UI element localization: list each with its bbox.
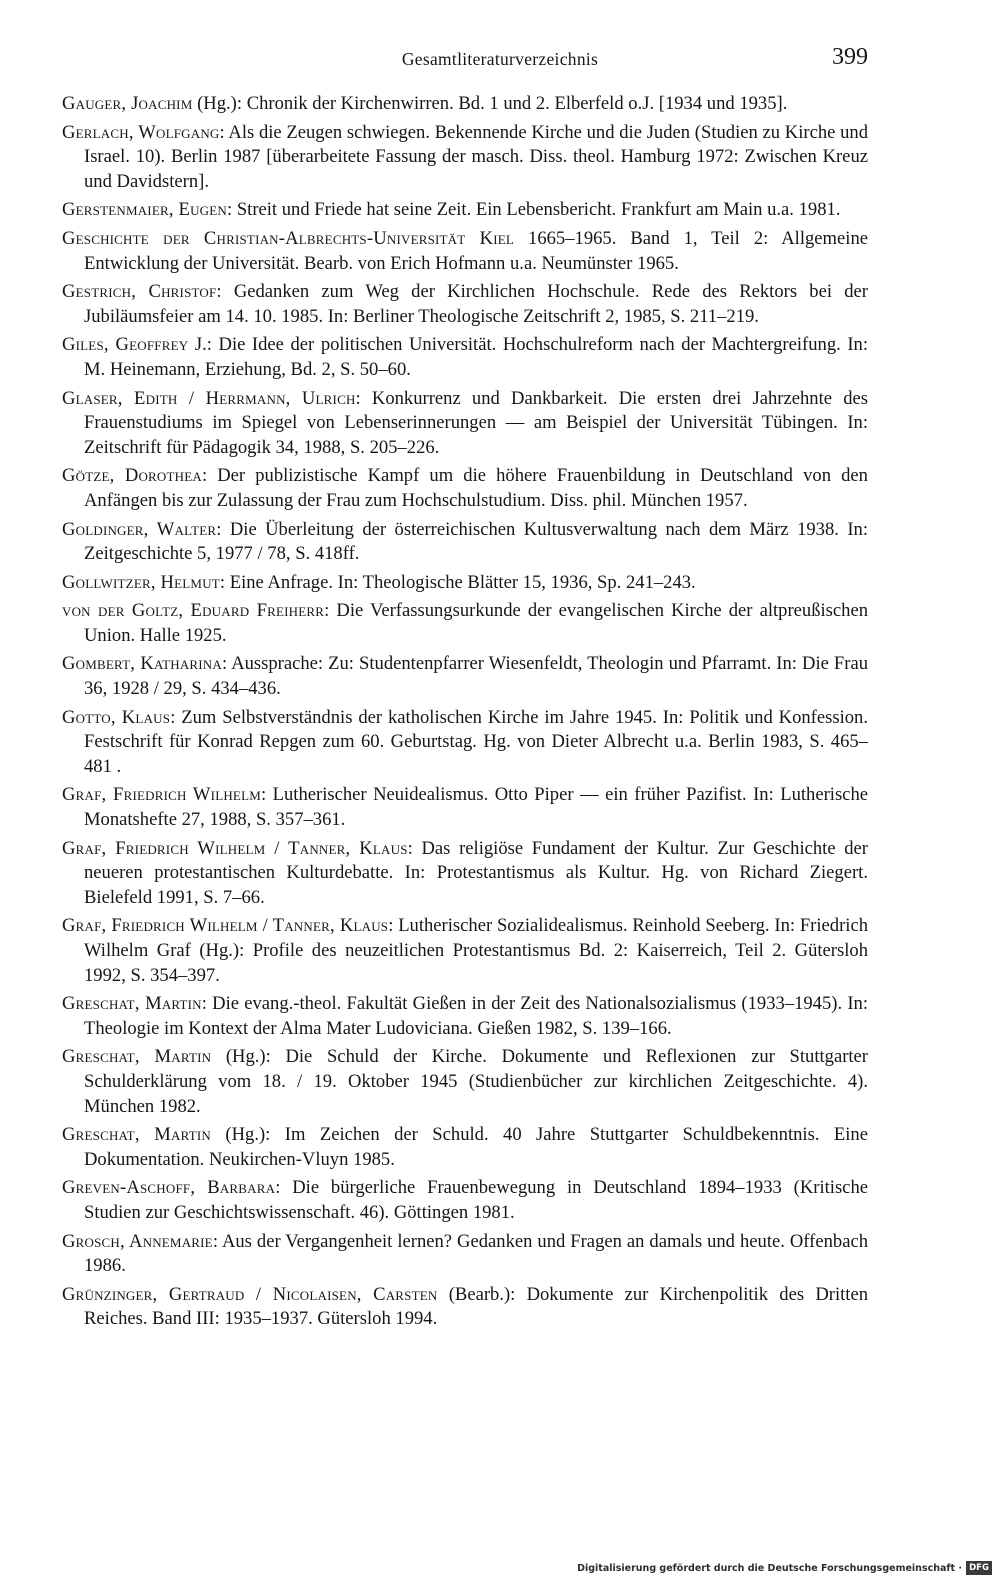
entry-text: 1665–1965. Band 1, Teil 2: Allgemeine Entwicklung der Universität. Bearb. von Erich Hofmann u.a. Neumünster 1965. bbox=[84, 227, 868, 274]
bibliography-entry bbox=[62, 198, 868, 223]
entry-text: : Streit und Friede hat seine Zeit. Ein Lebensbericht. Frankfurt am Main u.a. 1981. bbox=[227, 199, 841, 221]
entry-text: (Hg.): Im Zeichen der Schuld. 40 Jahre Stuttgarter Schuldbekenntnis. Eine Dokumentation. Neukirchen-Vluyn 1985. bbox=[84, 1124, 868, 1170]
bibliography-entry bbox=[62, 992, 868, 1041]
entry-text: : Die bürgerliche Frauenbewegung in Deutschland 1894–1933 (Kritische Studien zur Geschichtswissenschaft. 46). Göttingen 1981. bbox=[84, 1177, 868, 1223]
page-header bbox=[0, 44, 1000, 80]
bibliography-entry bbox=[62, 227, 868, 276]
entry-text: : Aussprache: Zu: Studentenpfarrer Wiesenfeldt, Theologin und Pfarramt. In: Die Frau 36, 1928 / 29, S. 434–436. bbox=[84, 653, 868, 700]
page-number: 399 bbox=[832, 44, 868, 70]
entry-text: : Das religiöse Fundament der Kultur. Zur Geschichte der neueren protestantischen Kulturdebatte. In: Protestantismus als Kultur. Hg. von Richard Ziegert. Bielefeld 1991, S. 7–66. bbox=[84, 837, 869, 908]
entry-author: Graf, Friedrich Wilhelm bbox=[62, 784, 261, 806]
entry-author: Giles, Geoffrey bbox=[62, 334, 189, 356]
entry-text: (Bearb.): Dokumente zur Kirchenpolitik des Dritten Reiches. Band III: 1935–1937. Gütersloh 1994. bbox=[84, 1283, 868, 1330]
bibliography-entry bbox=[62, 280, 868, 329]
entry-text: : Gedanken zum Weg der Kirchlichen Hochschule. Rede des Rektors bei der Jubiläumsfeier am 14. 10. 1985. In: Berliner Theologische Zeitschrift 2, 1985, S. 211–219. bbox=[84, 281, 868, 327]
entry-author: Greschat, Martin bbox=[62, 1124, 211, 1146]
bibliography-entry bbox=[62, 1045, 868, 1119]
entry-text: (Hg.): Die Schuld der Kirche. Dokumente und Reflexionen zur Stuttgarter Schulderklärung vom 18. / 19. Oktober 1945 (Studienbücher zur kirchlichen Zeitgeschichte. 4). München 1982. bbox=[84, 1046, 868, 1117]
bibliography-entry bbox=[62, 92, 868, 117]
bibliography-entry bbox=[62, 783, 868, 832]
entry-author: Gombert, Katharina bbox=[62, 653, 222, 675]
entry-text: : Eine Anfrage. In: Theologische Blätter 15, 1936, Sp. 241–243. bbox=[219, 571, 696, 593]
entry-author: Gauger, Joachim bbox=[62, 93, 193, 114]
entry-text: : Lutherischer Sozialidealismus. Reinhold Seeberg. In: Friedrich Wilhelm Graf (Hg.): Profile des neuzeitlichen Protestantismus Bd. 2: Kaiserreich, Teil 2. Gütersloh 1992, S. 354–397. bbox=[84, 915, 869, 986]
entry-author: Graf, Friedrich Wilhelm / Tanner, Klaus bbox=[62, 837, 408, 859]
bibliography-list bbox=[62, 92, 868, 1336]
entry-author: Gerlach, Wolfgang bbox=[62, 121, 220, 143]
bibliography-entry bbox=[62, 1176, 868, 1225]
entry-author: Goldinger, Walter bbox=[62, 518, 217, 540]
entry-author: Greschat, Martin bbox=[62, 1046, 212, 1068]
entry-text: : Die evang.-theol. Fakultät Gießen in der Zeit des Nationalsozialismus (1933–1945). In: Theologie im Kontext der Alma Mater Ludoviciana. Gießen 1982, S. 139–166. bbox=[84, 993, 868, 1039]
running-title: Gesamtliteraturverzeichnis bbox=[401, 49, 599, 69]
entry-text: : Lutherischer Neuidealismus. Otto Piper — ein früher Pazifist. In: Lutherische Monatshefte 27, 1988, S. 357–361. bbox=[84, 784, 868, 831]
entry-author: Gerstenmaier, Eugen bbox=[62, 199, 227, 221]
entry-author: Gestrich, Christof bbox=[62, 281, 217, 303]
entry-author: Glaser, Edith / Herrmann, Ulrich bbox=[62, 387, 356, 409]
entry-author: Grünzinger, Gertraud / Nicolaisen, Carsten bbox=[62, 1283, 438, 1305]
funding-note: Digitalisierung gefördert durch die Deutsche Forschungsgemeinschaft · bbox=[577, 1562, 962, 1574]
entry-text: : Aus der Vergangenheit lernen? Gedanken und Fragen an damals und heute. Offenbach 1986. bbox=[84, 1230, 868, 1277]
entry-text: : Die Überleitung der österreichischen Kultusverwaltung nach dem März 1938. In: Zeitgeschichte 5, 1977 / 78, S. 418ff. bbox=[84, 518, 868, 565]
bibliography-entry bbox=[62, 706, 868, 780]
bibliography-entry bbox=[62, 1283, 868, 1332]
entry-text: : Zum Selbstverständnis der katholischen Kirche im Jahre 1945. In: Politik und Konfession. Festschrift für Konrad Repgen zum 60. Geburtstag. Hg. von Dieter Albrecht u.a. Berlin 1983, S. 465–481 . bbox=[84, 706, 868, 777]
bibliography-entry bbox=[62, 837, 868, 911]
entry-author: Gotto, Klaus bbox=[62, 706, 171, 728]
entry-text: : Die Verfassungsurkunde der evangelischen Kirche der altpreußischen Union. Halle 1925. bbox=[84, 600, 869, 646]
bibliography-entry bbox=[62, 387, 868, 461]
entry-author: Greven-Aschoff, Barbara bbox=[62, 1177, 276, 1199]
entry-author: Graf, Friedrich Wilhelm / Tanner, Klaus bbox=[62, 915, 389, 937]
entry-author: von der Goltz, Eduard Freiherr bbox=[62, 600, 325, 622]
bibliography-entry bbox=[62, 464, 868, 513]
bibliography-entry bbox=[62, 914, 868, 988]
bibliography-entry bbox=[62, 599, 868, 648]
bibliography-entry bbox=[62, 571, 868, 596]
bibliography-entry bbox=[62, 333, 868, 382]
digitization-footer bbox=[577, 1559, 992, 1577]
entry-author: Grosch, Annemarie bbox=[62, 1230, 213, 1252]
entry-text: : Der publizistische Kampf um die höhere Frauenbildung in Deutschland von den Anfängen bis zur Zulassung der Frau zum Hochschulstudium. Diss. phil. München 1957. bbox=[84, 465, 868, 511]
dfg-logo: DFG bbox=[966, 1561, 992, 1575]
bibliography-entry bbox=[62, 652, 868, 701]
entry-text: : Konkurrenz und Dankbarkeit. Die ersten drei Jahrzehnte des Frauenstudiums im Spiegel von Lebenserinnerungen — am Beispiel der Universität Tübingen. In: Zeitschrift für Pädagogik 34, 1988, S. 205–226. bbox=[84, 387, 868, 458]
entry-text: : Als die Zeugen schwiegen. Bekennende Kirche und die Juden (Studien zu Kirche und Israel. 10). Berlin 1987 [überarbeitete Fassung der masch. Diss. theol. Hamburg 1972: Zwischen Kreuz und Davidstern]. bbox=[84, 121, 868, 192]
entry-author: Götze, Dorothea bbox=[62, 465, 202, 487]
bibliography-entry bbox=[62, 1230, 868, 1279]
entry-author: Geschichte der Christian-Albrechts-Universität Kiel bbox=[62, 227, 515, 249]
bibliography-entry bbox=[62, 1123, 868, 1172]
entry-text: J.: Die Idee der politischen Universität. Hochschulreform nach der Machtergreifung. In: M. Heinemann, Erziehung, Bd. 2, S. 50–60. bbox=[84, 334, 868, 380]
bibliography-entry bbox=[62, 518, 868, 567]
entry-author: Greschat, Martin bbox=[62, 993, 202, 1015]
entry-text: (Hg.): Chronik der Kirchenwirren. Bd. 1 und 2. Elberfeld o.J. [1934 und 1935]. bbox=[192, 93, 788, 114]
bibliography-entry bbox=[62, 121, 868, 195]
entry-author: Gollwitzer, Helmut bbox=[62, 571, 220, 593]
